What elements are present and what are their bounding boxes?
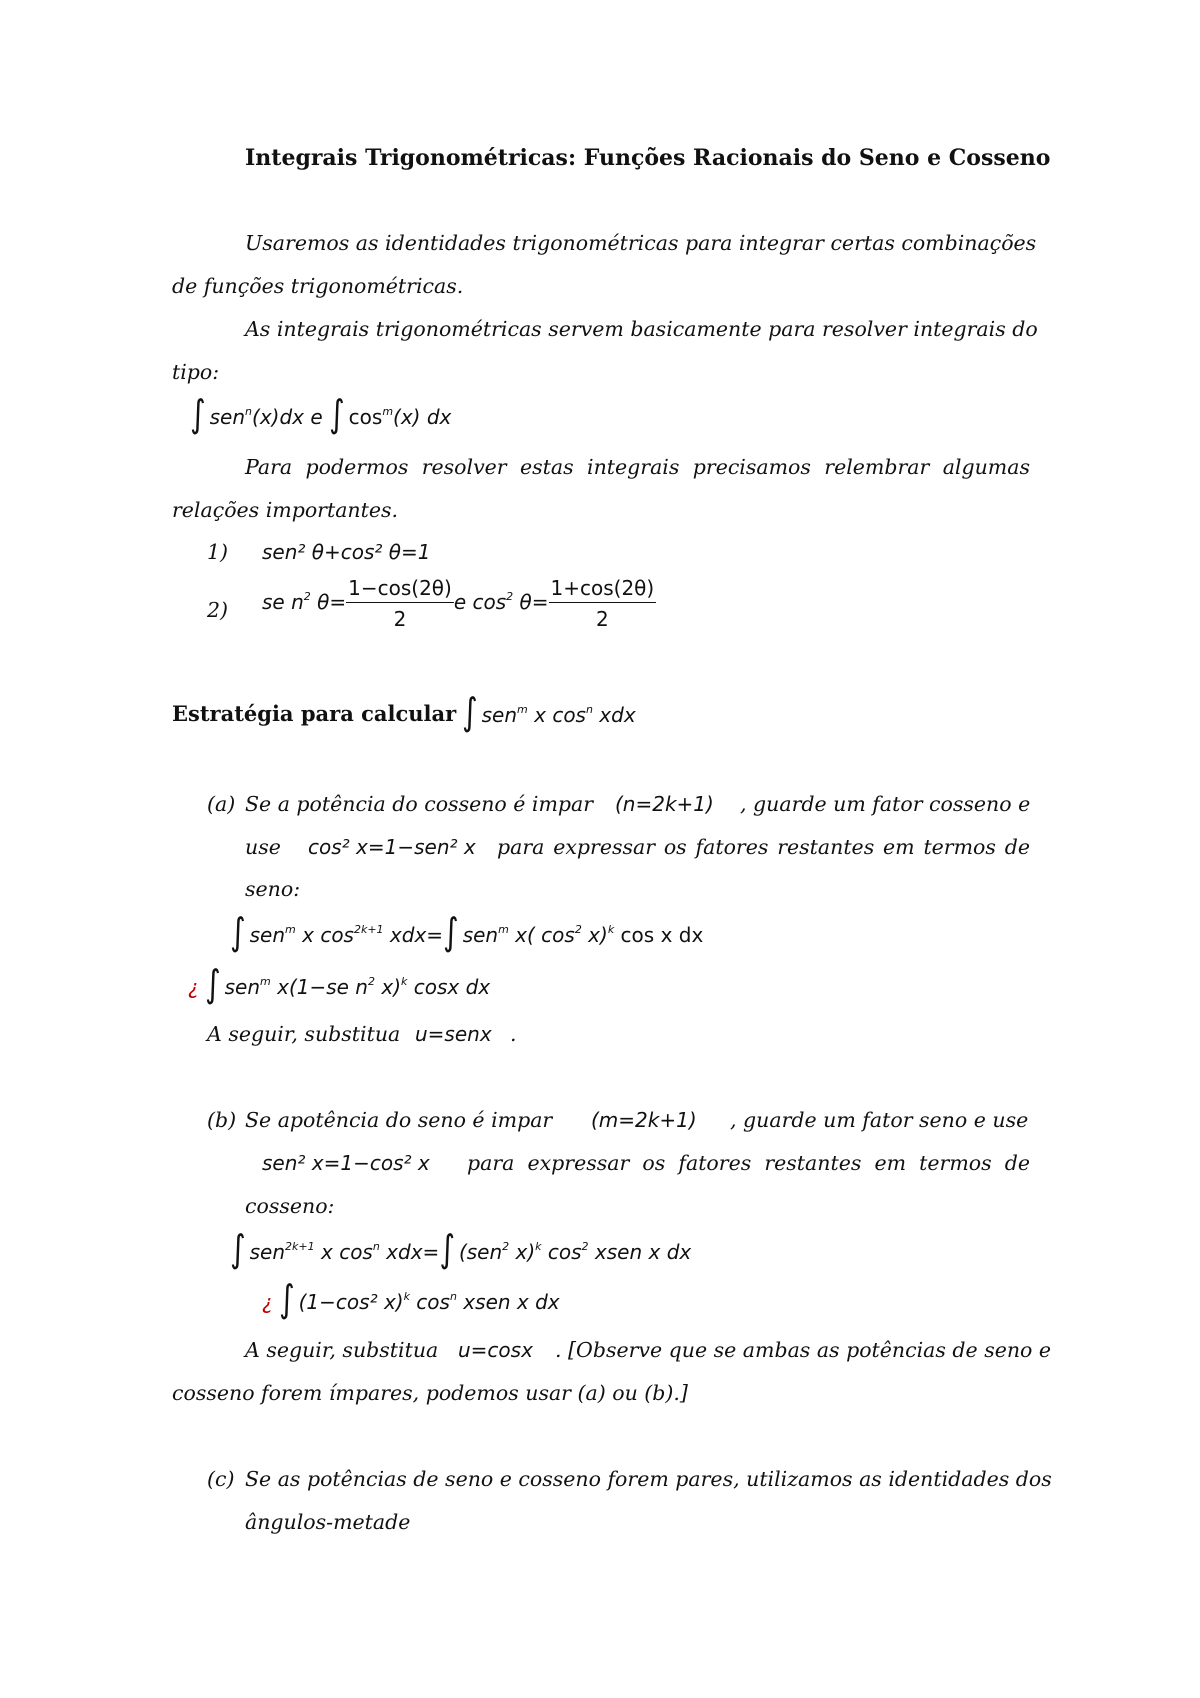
identity-2: se $n^2$ θ= $\frac{1-\cos(2\theta)}{2}$ e $\cos^2 \theta=$ $\frac{1+\cos(2\theta)}{2}$ (262, 576, 655, 631)
intro-p2-line1: As integrais trigonométricas servem basicamente para resolver integrais do (245, 317, 1038, 341)
strategy-heading: Estratégia para calcular (172, 701, 457, 726)
case-a-sub-math: u=senx (415, 1022, 492, 1046)
main-integrals-formula: ∫ sen$^n$(x)dx e ∫ $\cos^m(x)$ dx (190, 392, 452, 437)
intro-p3-line2: relações importantes. (172, 498, 399, 522)
integral-sign: ∫ (230, 910, 246, 955)
case-b-label: (b) (207, 1108, 237, 1132)
integral-sign: ∫ (329, 392, 345, 437)
case-b-line1-tail: , guarde um fator seno e use (730, 1108, 1029, 1132)
case-a-line2-math: cos² x=1−sen² x (308, 835, 476, 859)
case-b-sub-tail: . [Observe que se ambas as potências de seno e (555, 1338, 1052, 1362)
inverted-question-mark: ¿ (188, 975, 199, 999)
inverted-question-mark: ¿ (262, 1290, 273, 1314)
case-a-line2-pre: use (245, 835, 281, 859)
strategy-integral: ∫ sen$^m$ x $\cos^n$ xdx (462, 690, 636, 735)
intro-p2-line2: tipo: (172, 360, 220, 384)
case-b-eq1: ∫ sen$^{2k+1}$ x $\cos^n xdx=\int$ (sen$^2$ x)$^k$ $\cos^2$ xsen x dx (230, 1227, 692, 1272)
case-b-sub-text: A seguir, substitua (245, 1338, 439, 1362)
case-a-line1-math: (n=2k+1) (615, 792, 714, 816)
identity-2-label: 2) (207, 598, 229, 622)
integral-sign: ∫ (278, 1277, 295, 1322)
case-b-eq2: ¿ ∫ (1−cos² x)$^k$ $\cos^n$ xsen x dx (262, 1277, 560, 1322)
case-b-line1-math: (m=2k+1) (591, 1108, 697, 1132)
case-a-label: (a) (207, 792, 236, 816)
case-a-line3: seno: (245, 877, 301, 901)
case-c-line2: ângulos-metade (245, 1510, 411, 1534)
case-b-line2-math: sen² x=1−cos² x (262, 1151, 430, 1175)
case-c-line1: Se as potências de seno e cosseno forem pares, utilizamos as identidades dos (245, 1467, 1052, 1491)
case-b-line1-text: Se apotência do seno é impar (245, 1108, 553, 1132)
page-title: Integrais Trigonométricas: Funções Racionais do Seno e Cosseno (245, 145, 1051, 171)
intro-p1-line2: de funções trigonométricas. (172, 274, 464, 298)
case-a-sub-tail: . (510, 1022, 517, 1046)
case-a-eq1: ∫ sen$^m$ x $\cos^{2k+1} xdx=\int$ sen$^m$ x( $\cos^2 x)^k$ cos x dx (230, 910, 704, 955)
integral-sign: ∫ (230, 1227, 246, 1272)
case-c-label: (c) (207, 1467, 235, 1491)
case-a-eq2: ¿ ∫ sen$^m$ x(1−se $n^2$ x)$^k$ cosx dx (188, 962, 491, 1007)
integral-sign: ∫ (439, 1227, 455, 1272)
identity-1: sen² θ+cos² θ=1 (262, 540, 431, 564)
case-b-sub-math: u=cosx (458, 1338, 533, 1362)
integral-sign: ∫ (462, 690, 478, 735)
case-a-line2-tail: para expressar os fatores restantes em termos de (497, 835, 1030, 859)
case-b-line3: cosseno: (245, 1194, 335, 1218)
identity-1-label: 1) (207, 540, 229, 564)
fraction-1: $\frac{1-\cos(2\theta)}{2}$ (348, 576, 452, 631)
intro-p1-line1: Usaremos as identidades trigonométricas para integrar certas combinações (245, 231, 1037, 255)
intro-p3-line1: Para podermos resolver estas integrais precisamos relembrar algumas (245, 455, 1030, 479)
fraction-2: $\frac{1+\cos(2\theta)}{2}$ (550, 576, 655, 631)
integral-sign: ∫ (204, 962, 221, 1007)
case-b-line2-tail: para expressar os fatores restantes em termos de (467, 1151, 1030, 1175)
integral-sign: ∫ (443, 910, 459, 955)
case-a-sub-text: A seguir, substitua (207, 1022, 401, 1046)
case-a-line1-tail: , guarde um fator cosseno e (740, 792, 1031, 816)
integral-sign: ∫ (190, 392, 206, 437)
case-b-sub-line2: cosseno forem ímpares, podemos usar (a) ou (b).] (172, 1381, 688, 1405)
case-a-line1-text: Se a potência do cosseno é impar (245, 792, 594, 816)
